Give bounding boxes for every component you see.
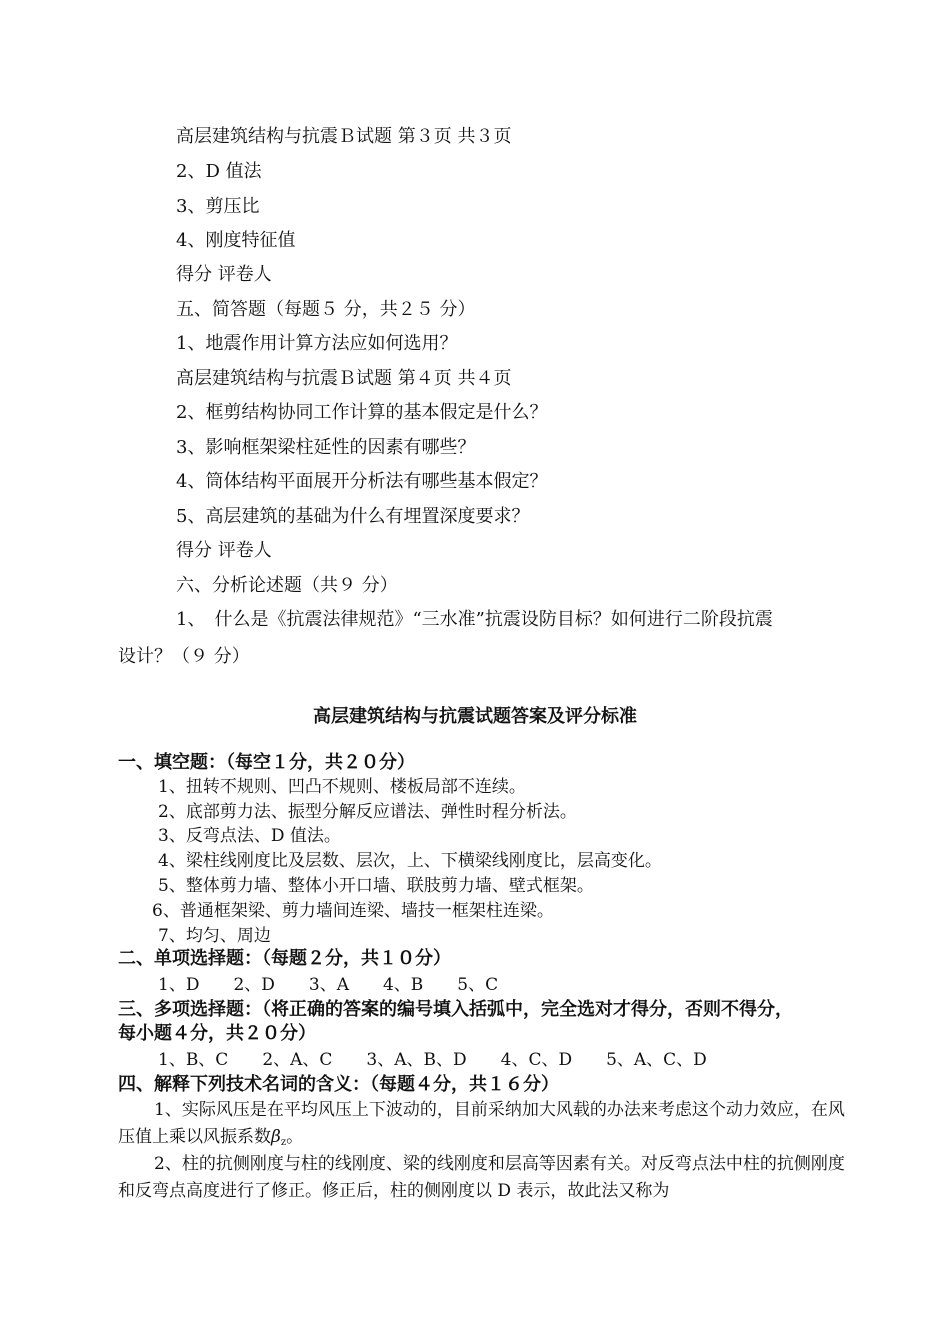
beta-symbol: β	[271, 1127, 281, 1147]
score-box-label: 得分 评卷人	[176, 540, 272, 561]
question-5-3: 3、影响框架梁柱延性的因素有哪些？	[176, 437, 476, 458]
answer-item: 1、扭转不规则、凹凸不规则、楼板局部不连续。	[158, 777, 526, 797]
score-box-label: 得分 评卷人	[176, 264, 272, 285]
answer-item: 6、普通框架梁、剪力墙间连梁、墙技一框架柱连梁。	[152, 901, 554, 921]
section-6-title: 六、分析论述题（共９ 分）	[176, 575, 398, 596]
question-5-2: 2、框剪结构协同工作计算的基本假定是什么？	[176, 402, 548, 423]
term-item-4: 4、刚度特征值	[176, 230, 296, 251]
term-item-2: 2、D 值法	[176, 161, 262, 182]
answer-item: 2、底部剪力法、振型分解反应谱法、弹性时程分析法。	[158, 802, 577, 822]
paragraph-text: 1、实际风压是在平均风压上下波动的，目前采纳加大风载的办法来考虑这个动力效应，在风压值上乘以风振系数	[118, 1100, 845, 1147]
answer-item: 5、整体剪力墙、整体小开口墙、联肢剪力墙、壁式框架。	[158, 876, 594, 896]
question-5-4: 4、筒体结构平面展开分析法有哪些基本假定？	[176, 471, 548, 492]
answer-section-3-title: 三、多项选择题：（将正确的答案的编号填入括弧中，完全选对才得分，否则不得分，	[118, 999, 793, 1020]
answer-paragraph-1	[118, 1097, 848, 1156]
answer-section-3-title-continuation: 每小题４分，共２０分）	[118, 1023, 316, 1044]
page-footer-4: 高层建筑结构与抗震Ｂ试题 第４页 共４页	[176, 368, 512, 389]
section-5-title: 五、简答题（每题５ 分，共２５ 分）	[176, 299, 476, 320]
answer-item: 3、反弯点法、D 值法。	[158, 826, 341, 846]
question-5-5: 5、高层建筑的基础为什么有埋置深度要求？	[176, 506, 530, 527]
paragraph-end: 。	[286, 1127, 304, 1147]
answer-row: 1、D 2、D 3、A 4、B 5、C	[158, 975, 499, 995]
subscript: z	[280, 1137, 287, 1148]
answer-key-title: 高层建筑结构与抗震试题答案及评分标准	[313, 706, 637, 727]
question-6-1-continuation: 设计？（９ 分）	[118, 646, 250, 667]
answer-row: 1、B、C 2、A、C 3、A、B、D 4、C、D 5、A、C、D	[158, 1050, 707, 1070]
page-footer-3: 高层建筑结构与抗震Ｂ试题 第３页 共３页	[176, 126, 512, 147]
answer-section-1-title: 一、填空题：（每空１分，共２０分）	[118, 752, 415, 773]
term-item-3: 3、剪压比	[176, 196, 260, 217]
answer-item: 4、梁柱线刚度比及层数、层次，上、下横梁线刚度比，层高变化。	[158, 851, 662, 871]
question-6-1: 1、 什么是《抗震法律规范》“三水准”抗震设防目标？如何进行二阶段抗震	[176, 609, 773, 630]
answer-section-2-title: 二、单项选择题：（每题２分，共１０分）	[118, 948, 451, 969]
answer-section-4-title: 四、解释下列技术名词的含义：（每题４分，共１６分）	[118, 1074, 559, 1095]
answer-item: 7、均匀、周边	[158, 926, 271, 946]
answer-paragraph-2: 2、柱的抗侧刚度与柱的线刚度、梁的线刚度和层高等因素有关。对反弯点法中柱的抗侧刚度和反弯点高度进行了修正。修正后，柱的侧刚度以 D 表示，故此法又称为	[118, 1154, 845, 1201]
question-5-1: 1、地震作用计算方法应如何选用？	[176, 333, 458, 354]
